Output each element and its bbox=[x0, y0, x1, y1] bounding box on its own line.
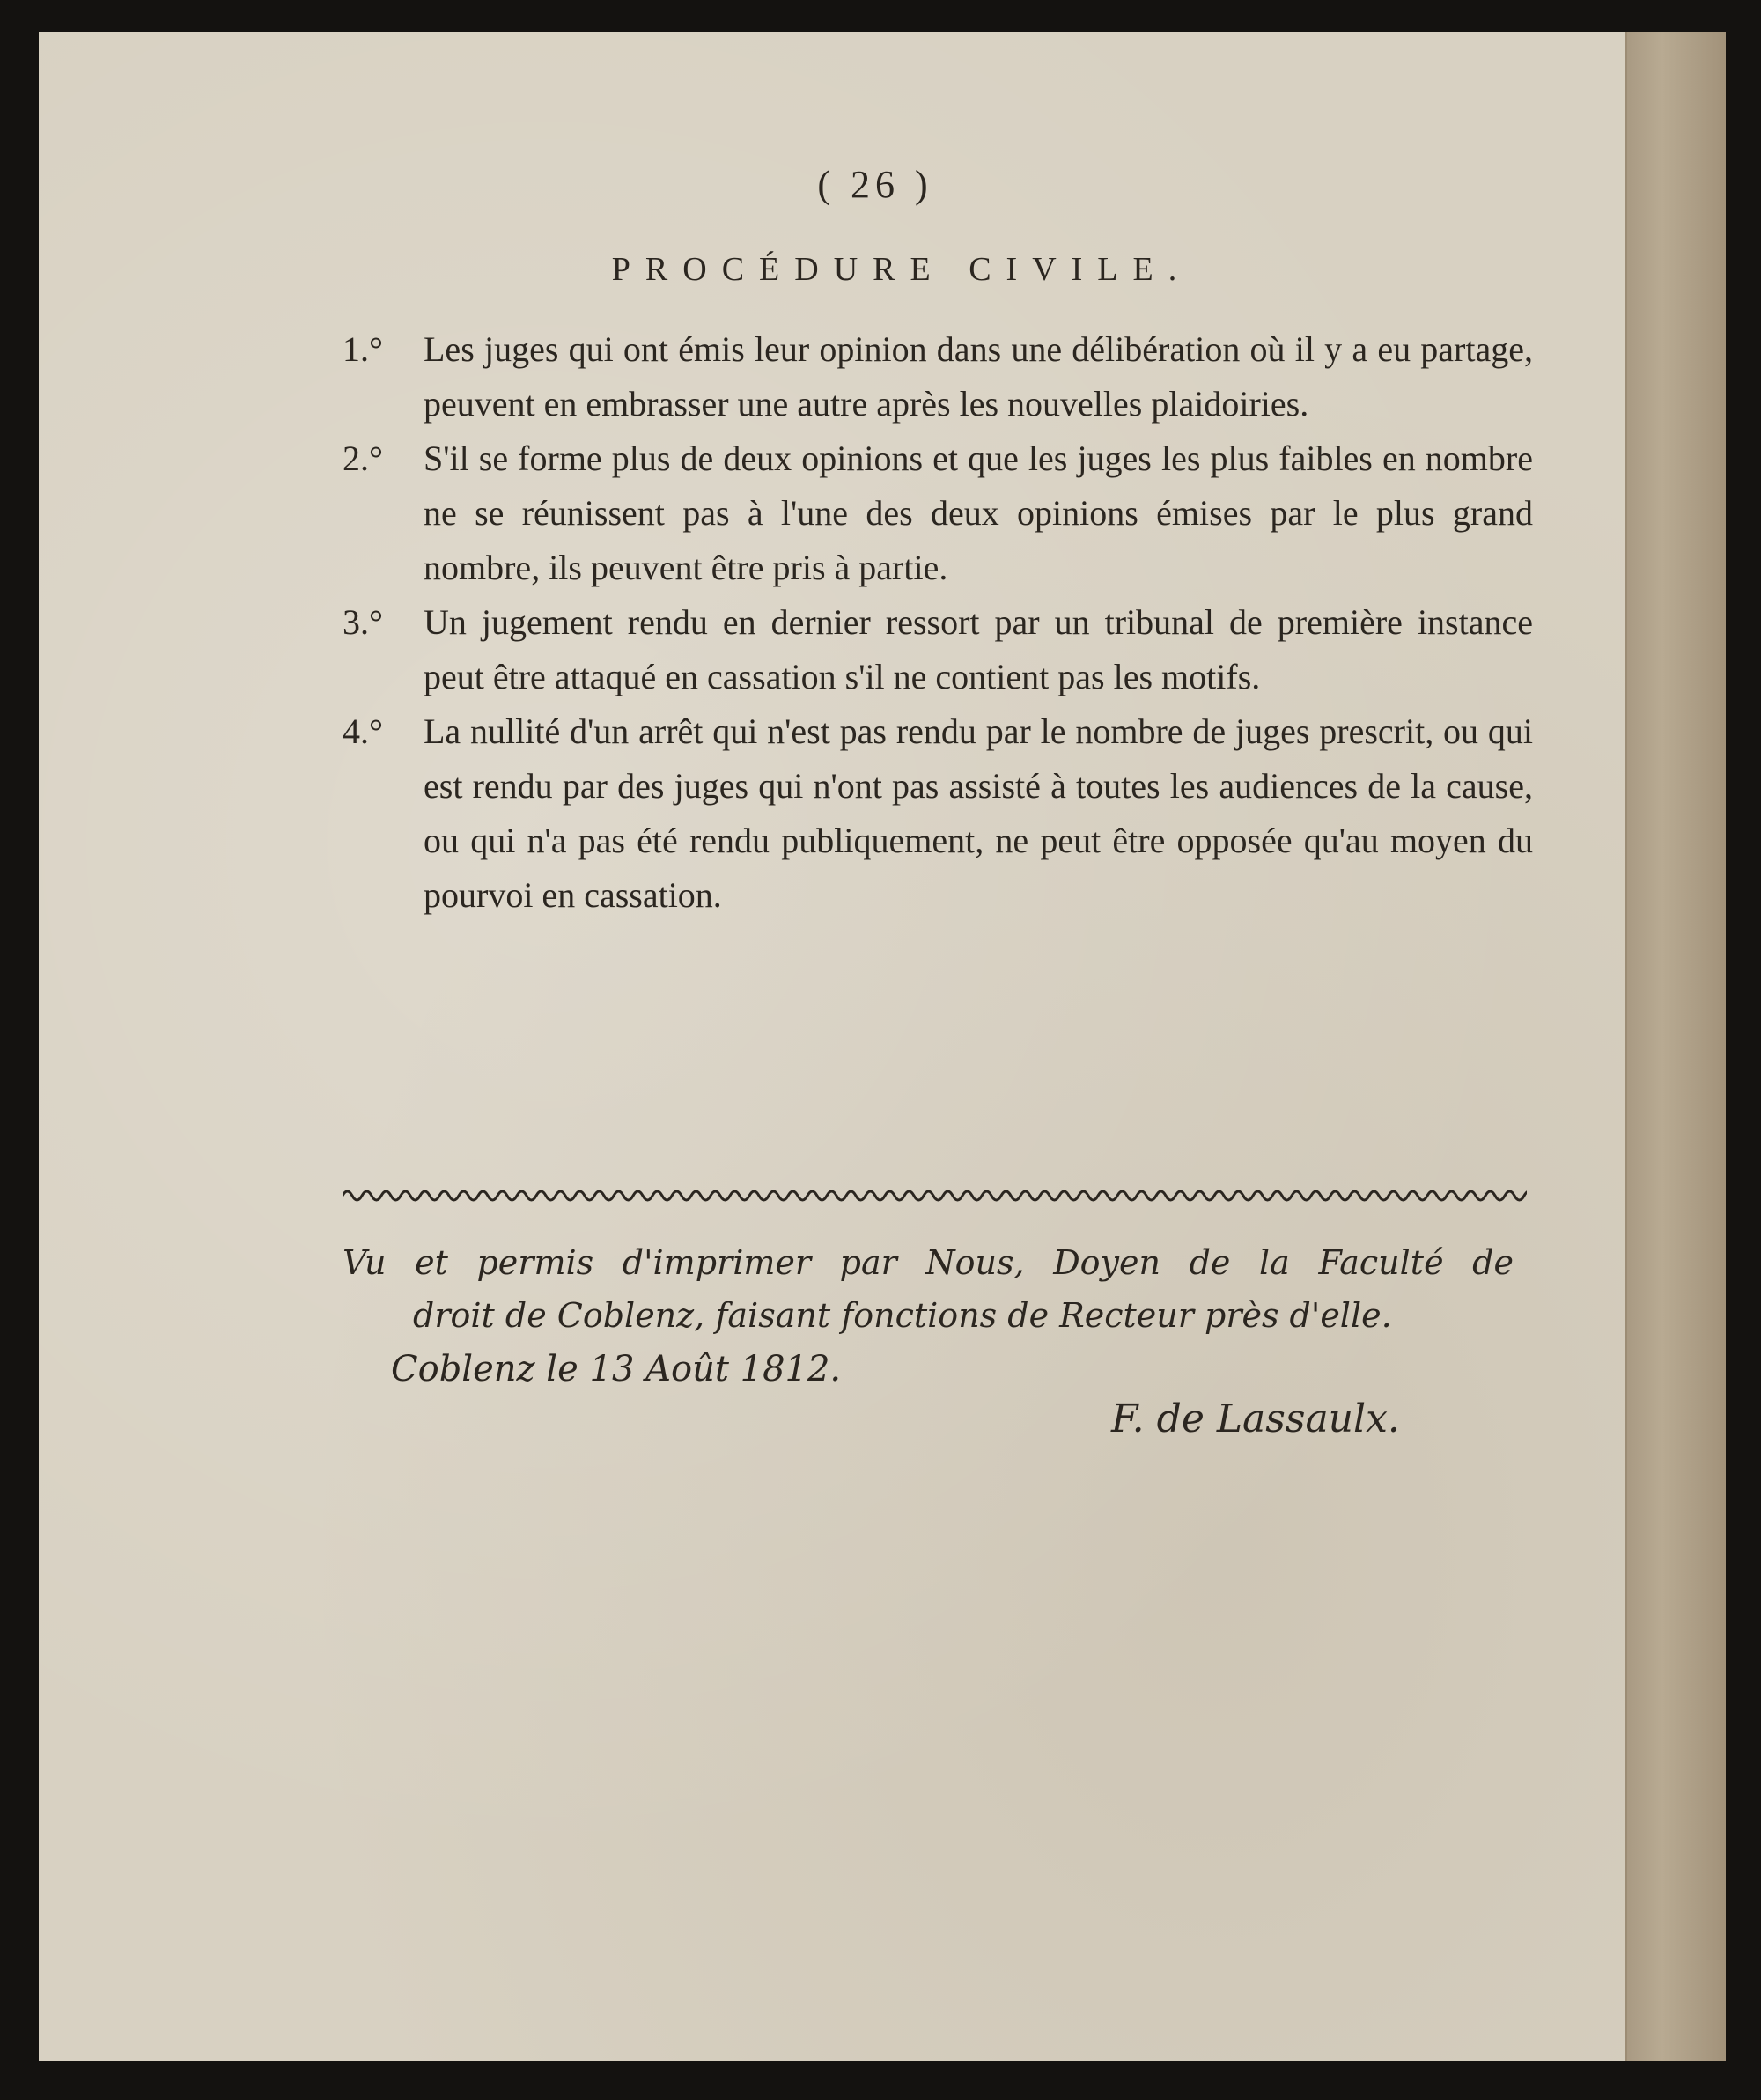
article-item bbox=[343, 431, 1533, 595]
article-text: Les juges qui ont émis leur opinion dans une délibération où il y a eu partage, peuvent en embrasser une autre après les nouvelles plaidoiries. bbox=[424, 329, 1533, 424]
article-item bbox=[343, 595, 1533, 704]
wavy-divider bbox=[343, 1185, 1527, 1206]
article-text: S'il se forme plus de deux opinions et que les juges les plus faibles en nombre ne se réunissent pas à l'une des deux opinions émises par le plus grand nombre, ils peuvent être pris à partie. bbox=[424, 438, 1533, 587]
binding-edge bbox=[1625, 32, 1726, 2061]
imprimatur bbox=[343, 1236, 1514, 1342]
imprimatur-line-1: Vu et permis d'imprimer par Nous, Doyen de la Faculté de bbox=[343, 1243, 1514, 1282]
article-text: Un jugement rendu en dernier ressort par un tribunal de première instance peut être attaqué en cassation s'il ne contient pas les motifs. bbox=[424, 602, 1533, 696]
imprimatur-line-2: droit de Coblenz, faisant fonctions de Recteur près d'elle. bbox=[413, 1296, 1392, 1335]
article-number: 1.° bbox=[343, 329, 383, 369]
article-item bbox=[343, 322, 1533, 431]
article-number: 3.° bbox=[343, 602, 383, 642]
article-list bbox=[343, 322, 1533, 923]
section-title: PROCÉDURE CIVILE. bbox=[611, 251, 1192, 288]
document-page bbox=[39, 32, 1726, 2061]
signature: F. de Lassaulx. bbox=[1111, 1396, 1400, 1441]
date-line: Coblenz le 13 Août 1812. bbox=[391, 1349, 842, 1389]
article-number: 2.° bbox=[343, 438, 383, 478]
article-number: 4.° bbox=[343, 711, 383, 751]
page-number: ( 26 ) bbox=[817, 163, 933, 206]
article-item bbox=[343, 704, 1533, 923]
article-text: La nullité d'un arrêt qui n'est pas rendu par le nombre de juges prescrit, ou qui est rendu par des juges qui n'ont pas assisté à toutes les audiences de la cause, ou qui n'a pas été rendu publiquement, ne peut être opposée qu'au moyen du pourvoi en cassation. bbox=[424, 711, 1533, 915]
